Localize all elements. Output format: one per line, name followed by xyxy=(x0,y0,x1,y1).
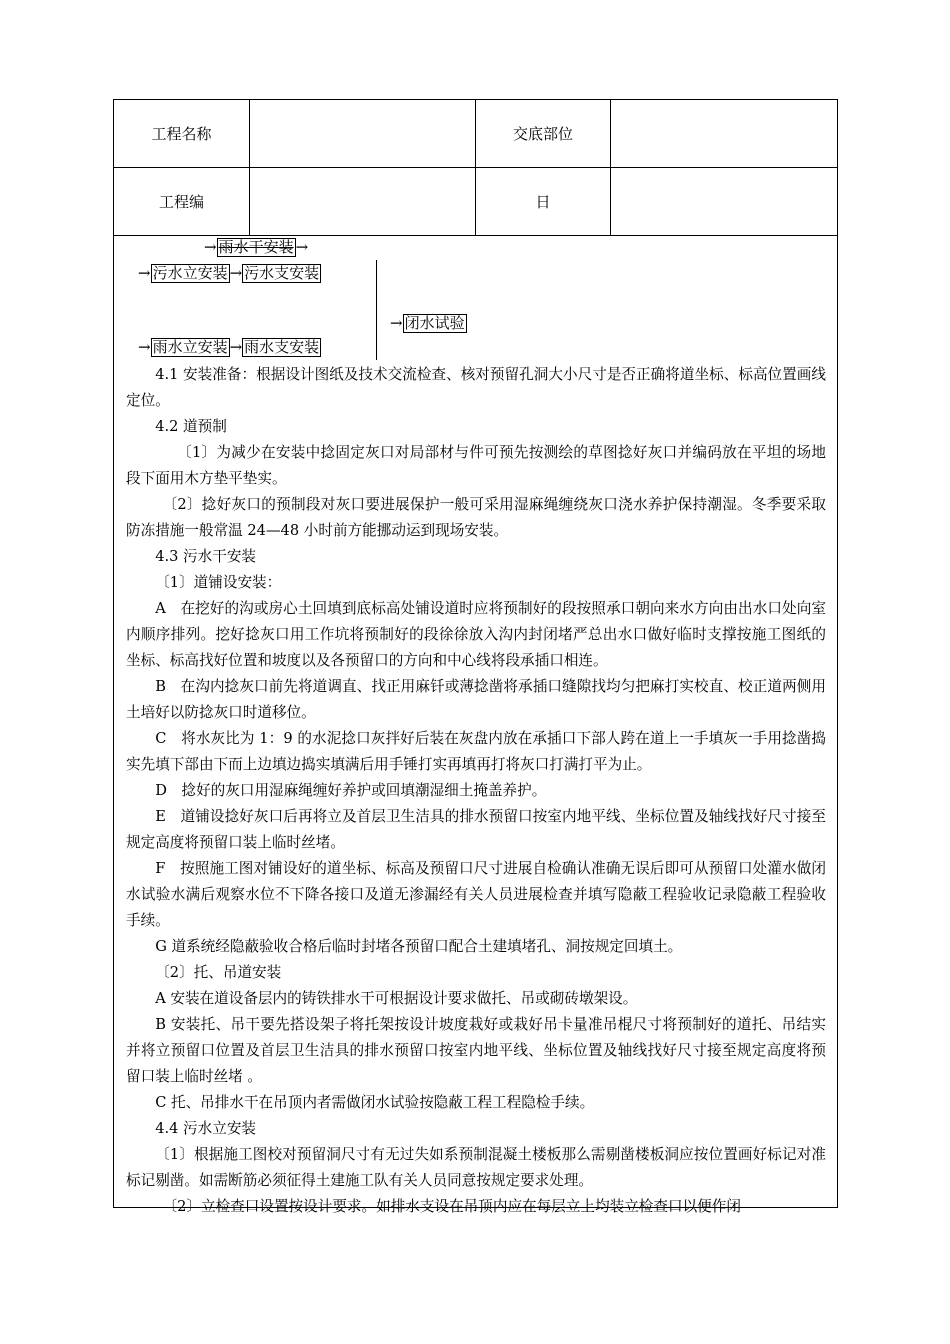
date-value xyxy=(611,168,837,235)
paragraph: D 捻好的灰口用湿麻绳缠好养护或回填潮湿细土掩盖养护。 xyxy=(155,782,547,799)
section-heading: 4.3 污水干安装 xyxy=(155,548,257,565)
paragraph: 〔2〕立检查口设置按设计要求。如排水支设在吊顶内应在每层立上均装立检查口以便作闭 xyxy=(162,1198,741,1215)
paragraph: 〔1〕根据施工图校对预留洞尺寸有无过失如系预制混凝土楼板那么需剔凿楼板洞应按位置画好标记对准标记剔凿。如需断筋必须征得土建施工队有关人员同意按规定要求处理。 xyxy=(126,1146,826,1189)
paragraph: B 安装托、吊干要先搭设架子将托架按设计坡度栽好或栽好吊卡量准吊棍尺寸将预制好的道托、吊结实并将立预留口位置及首层卫生洁具的排水预留口按室内地平线、坐标位置及轴线找好尺寸接至规定高度将预留口装上临时丝堵 。 xyxy=(126,1016,826,1085)
flow-box-rain-riser: 雨水立安装 xyxy=(152,338,228,356)
header-row-2 xyxy=(114,168,837,236)
paragraph: 4.1 安装准备：根据设计图纸及技术交流检查、核对预留孔洞大小尺寸是否正确将道坐标、标高位置画线定位。 xyxy=(126,366,826,409)
flow-connector-line xyxy=(376,260,377,360)
handover-part-value xyxy=(611,100,837,167)
paragraph: 〔2〕捻好灰口的预制段对灰口要进展保护一般可采用湿麻绳缠绕灰口浇水养护保持潮湿。冬季要采取防冻措施一般常温 24—48 小时前方能挪动运到现场安装。 xyxy=(126,496,826,539)
arrow-icon: → xyxy=(229,264,243,282)
flow-sewage-line xyxy=(138,264,321,283)
section-heading: 4.2 道预制 xyxy=(155,418,227,435)
flow-box-rain-main: 雨水干安装 xyxy=(218,238,294,256)
flow-test-line xyxy=(390,314,467,333)
flow-box-sewage-riser: 污水立安装 xyxy=(152,264,228,282)
arrow-icon: → xyxy=(390,314,403,332)
project-name-value xyxy=(250,100,476,167)
arrow-icon: → xyxy=(204,238,217,256)
flow-box-rain-branch: 雨水支安装 xyxy=(244,338,320,356)
paragraph: C 托、吊排水干在吊顶内者需做闭水试验按隐蔽工程工程隐检手续。 xyxy=(155,1094,595,1111)
paragraph: 〔1〕道铺设安装： xyxy=(155,574,282,591)
date-label: 日 xyxy=(476,168,611,235)
header-row-1 xyxy=(114,100,837,168)
paragraph: 〔2〕托、吊道安装 xyxy=(155,964,282,981)
paragraph: E 道铺设捻好灰口后再将立及首层卫生洁具的排水预留口按室内地平线、坐标位置及轴线找好尺寸接至规定高度将预留口装上临时丝堵。 xyxy=(126,808,826,851)
project-no-label: 工程编 xyxy=(114,168,250,235)
flow-box-closed-water-test: 闭水试验 xyxy=(404,314,465,332)
arrow-icon: → xyxy=(229,338,243,356)
flow-rain-main-line xyxy=(204,238,308,257)
handover-part-label: 交底部位 xyxy=(476,100,611,167)
paragraph: 〔1〕为减少在安装中捻固定灰口对局部材与件可预先按测绘的草图捻好灰口并编码放在平坦的场地段下面用木方垫平垫实。 xyxy=(126,444,826,487)
arrow-icon: → xyxy=(295,238,309,256)
arrow-icon: → xyxy=(138,264,151,282)
project-name-label: 工程名称 xyxy=(114,100,250,167)
process-flow-diagram xyxy=(114,236,837,364)
paragraph: A 安装在道设备层内的铸铁排水干可根据设计要求做托、吊或砌砖墩架设。 xyxy=(155,990,638,1007)
paragraph: B 在沟内捻灰口前先将道调直、找正用麻钎或薄捻凿将承插口缝隙找均匀把麻打实校直、校正道两侧用土培好以防捻灰口时道移位。 xyxy=(126,678,826,721)
paragraph: G 道系统经隐蔽验收合格后临时封堵各预留口配合土建填堵孔、洞按规定回填土。 xyxy=(155,938,683,955)
section-heading: 4.4 污水立安装 xyxy=(155,1120,257,1137)
paragraph: C 将水灰比为 1：9 的水泥捻口灰拌好后装在灰盘内放在承插口下部人跨在道上一手填灰一手用捻凿捣实先填下部由下而上边填边捣实填满后用手锤打实再填再打将灰口打满打平为止。 xyxy=(126,730,826,773)
flow-rain-line xyxy=(138,338,321,357)
paragraph: A 在挖好的沟或房心土回填到底标高处铺设道时应将预制好的段按照承口朝向来水方向由出水口处向室内顺序排列。挖好捻灰口用工作坑将预制好的段徐徐放入沟内封闭堵严总出水口做好临时支撑按施工图纸的坐标、标高找好位置和坡度以及各预留口的方向和中心线将段承插口相连。 xyxy=(126,600,826,669)
project-no-value xyxy=(250,168,476,235)
handover-sheet xyxy=(113,99,838,1215)
flow-box-sewage-branch: 污水支安装 xyxy=(244,264,320,282)
paragraph: F 按照施工图对铺设好的道坐标、标高及预留口尺寸进展自检确认准确无误后即可从预留口处灌水做闭水试验水满后观察水位不下降各接口及道无渗漏经有关人员进展检查并填写隐蔽工程验收记录隐蔽工程验收手续。 xyxy=(126,860,826,929)
arrow-icon: → xyxy=(138,338,151,356)
body-text xyxy=(126,362,826,1220)
